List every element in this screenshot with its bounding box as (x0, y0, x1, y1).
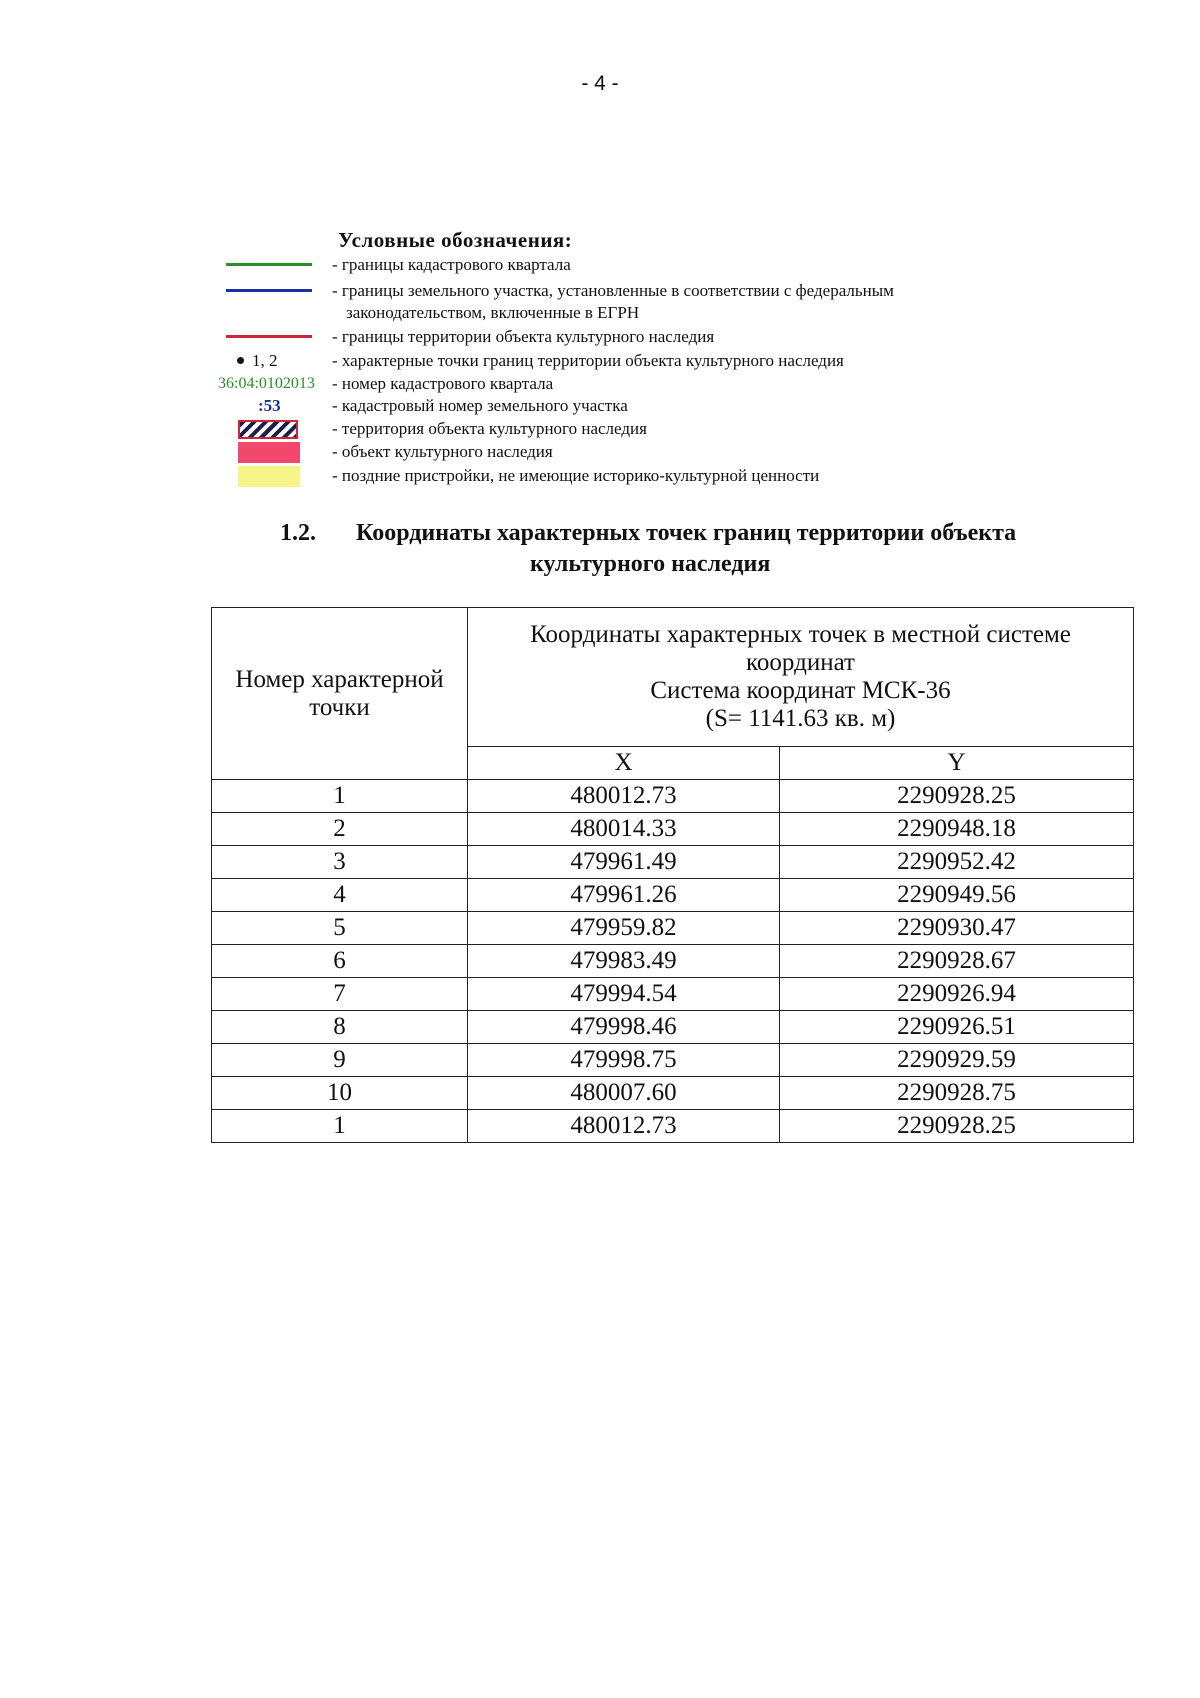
cell-point: 10 (212, 1077, 468, 1110)
legend-text: - характерные точки границ территории объекта культурного наследия (332, 351, 844, 370)
legend-text: - объект культурного наследия (332, 442, 553, 461)
cell-x: 479998.75 (468, 1044, 780, 1077)
section-title-line1: Координаты характерных точек границ территории объекта (356, 520, 1017, 546)
section-title-line2: культурного наследия (530, 551, 771, 577)
header-y: Y (780, 747, 1134, 780)
cell-y: 2290949.56 (780, 879, 1134, 912)
legend-item-parcel-number (0, 395, 1200, 417)
cell-y: 2290928.25 (780, 780, 1134, 813)
late-additions-symbol (238, 466, 300, 487)
legend-item-points (0, 350, 1200, 372)
header-point-number (212, 608, 468, 780)
cell-x: 479959.82 (468, 912, 780, 945)
parcel-number-symbol: :53 (258, 396, 281, 415)
cell-y: 2290929.59 (780, 1044, 1134, 1077)
legend-item-plot-border-cont (0, 302, 1200, 324)
cell-y: 2290952.42 (780, 846, 1134, 879)
quarter-number-symbol: 36:04:0102013 (218, 375, 315, 392)
cell-y: 2290928.25 (780, 1110, 1134, 1143)
cell-point: 7 (212, 978, 468, 1011)
section-number: 1.2. (280, 520, 316, 546)
cell-x: 479961.49 (468, 846, 780, 879)
cell-point: 8 (212, 1011, 468, 1044)
legend-text: - номер кадастрового квартала (332, 374, 554, 393)
table-row (212, 945, 1134, 978)
table-row (212, 846, 1134, 879)
cell-point: 4 (212, 879, 468, 912)
cell-x: 480007.60 (468, 1077, 780, 1110)
legend-item-heritage-object (0, 441, 1200, 463)
table-row (212, 813, 1134, 846)
cell-x: 480012.73 (468, 780, 780, 813)
green-line-symbol (226, 263, 312, 266)
legend-item-heritage-territory (0, 418, 1200, 440)
cell-y: 2290930.47 (780, 912, 1134, 945)
point-symbol-label: 1, 2 (252, 351, 278, 370)
cell-point: 3 (212, 846, 468, 879)
header-point-label: Номер характерной точки (235, 665, 444, 721)
cell-x: 480014.33 (468, 813, 780, 846)
blue-line-symbol (226, 289, 312, 292)
cell-y: 2290926.51 (780, 1011, 1134, 1044)
legend-text: законодательством, включенные в ЕГРН (346, 303, 640, 322)
table-row (212, 978, 1134, 1011)
legend-title: Условные обозначения: (338, 228, 573, 252)
table-row (212, 912, 1134, 945)
legend-text: - границы кадастрового квартала (332, 255, 571, 274)
cell-point: 6 (212, 945, 468, 978)
table-row (212, 879, 1134, 912)
cell-point: 5 (212, 912, 468, 945)
cell-x: 480012.73 (468, 1110, 780, 1143)
cell-x: 479983.49 (468, 945, 780, 978)
legend-text: - территория объекта культурного наследия (332, 419, 647, 438)
header-coords-line: Система координат МСК-36 (650, 677, 951, 704)
legend-text: - границы земельного участка, установленные в соответствии с федеральным (332, 281, 894, 300)
legend-text: - границы территории объекта культурного наследия (332, 327, 715, 346)
header-x: X (468, 747, 780, 780)
table-row (212, 1011, 1134, 1044)
heritage-object-symbol (238, 442, 300, 463)
cell-x: 479961.26 (468, 879, 780, 912)
red-line-symbol (226, 335, 312, 338)
cell-y: 2290928.67 (780, 945, 1134, 978)
point-dot-icon (237, 357, 244, 364)
cell-point: 2 (212, 813, 468, 846)
legend-item-heritage-border (0, 326, 1200, 348)
legend-item-quarter-border (0, 254, 1200, 276)
cell-x: 479994.54 (468, 978, 780, 1011)
page-number: - 4 - (581, 72, 619, 95)
cell-point: 1 (212, 780, 468, 813)
table-row (212, 1110, 1134, 1143)
cell-y: 2290948.18 (780, 813, 1134, 846)
hatched-territory-symbol (238, 420, 298, 439)
cell-point: 9 (212, 1044, 468, 1077)
header-coords-line: координат (746, 649, 855, 676)
legend-item-quarter-number (0, 373, 1200, 395)
legend-item-late-additions (0, 465, 1200, 487)
legend-item-plot-border (0, 280, 1200, 302)
table-header-row (212, 608, 1134, 747)
table-row (212, 780, 1134, 813)
header-coordinates (468, 608, 1134, 747)
cell-x: 479998.46 (468, 1011, 780, 1044)
table-row (212, 1044, 1134, 1077)
table-row (212, 1077, 1134, 1110)
coordinates-table (211, 607, 1134, 1143)
cell-point: 1 (212, 1110, 468, 1143)
legend-text: - кадастровый номер земельного участка (332, 396, 628, 415)
point-symbol (237, 350, 278, 372)
cell-y: 2290928.75 (780, 1077, 1134, 1110)
header-coords-line: (S= 1141.63 кв. м) (705, 705, 896, 732)
cell-y: 2290926.94 (780, 978, 1134, 1011)
header-coords-line: Координаты характерных точек в местной системе (530, 621, 1071, 648)
legend-text: - поздние пристройки, не имеющие историко-культурной ценности (332, 466, 820, 485)
